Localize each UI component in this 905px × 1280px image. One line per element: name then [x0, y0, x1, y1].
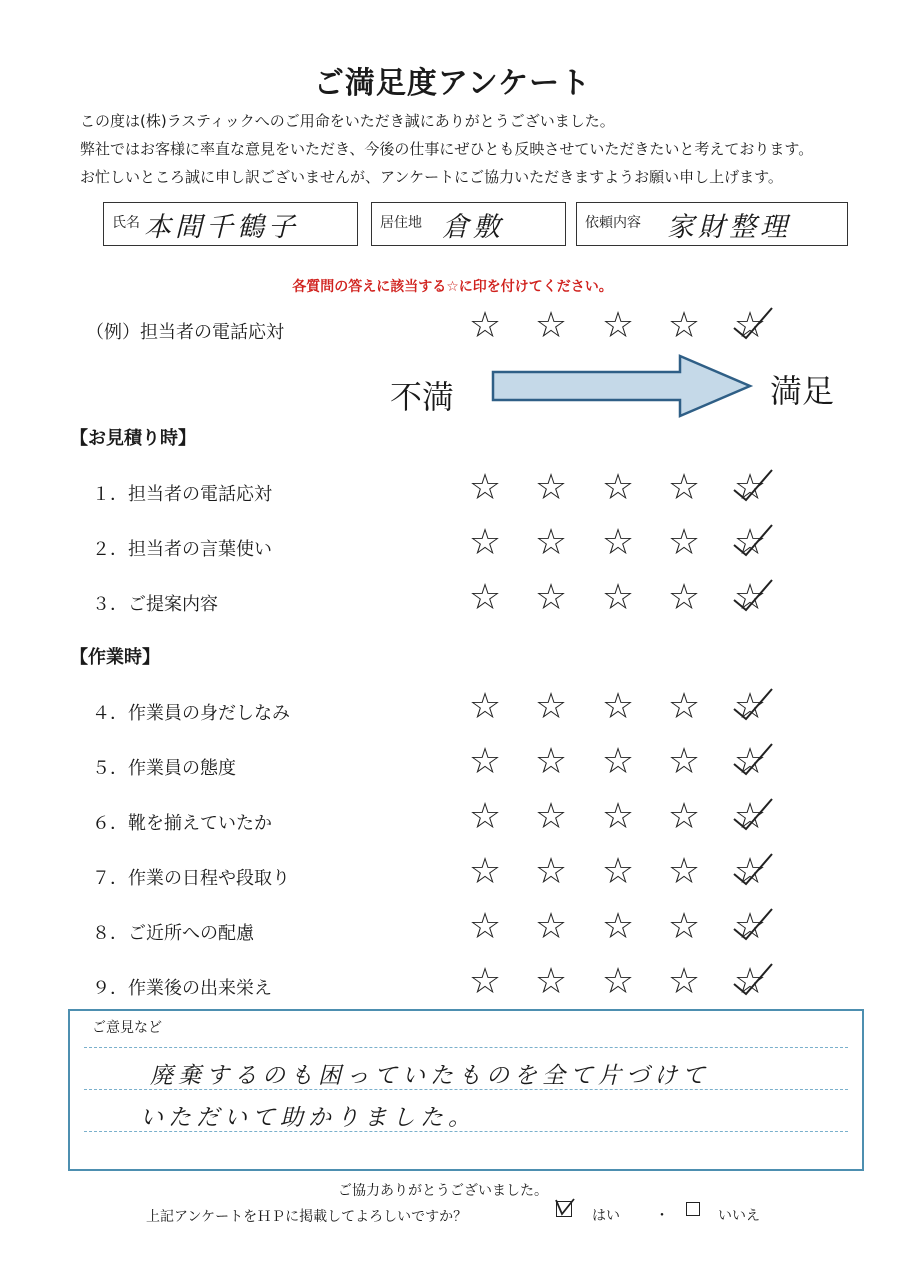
rating-star-2[interactable]: ☆ — [534, 686, 568, 727]
rating-star-1[interactable]: ☆ — [468, 906, 502, 947]
rating-star-5[interactable]: ☆ — [730, 468, 770, 508]
rating-star-1[interactable]: ☆ — [468, 305, 502, 346]
address-field[interactable] — [371, 202, 566, 246]
name-field[interactable] — [103, 202, 358, 246]
rating-star-4[interactable]: ☆ — [667, 522, 701, 563]
rating-star-1[interactable]: ☆ — [468, 796, 502, 837]
rating-star-5[interactable]: ☆ — [730, 742, 770, 782]
option-separator: ・ — [655, 1208, 669, 1224]
rating-star-2[interactable]: ☆ — [534, 522, 568, 563]
yes-checkbox[interactable] — [556, 1201, 572, 1217]
question-label: ４．作業員の身だしなみ — [92, 703, 290, 724]
rating-star-2[interactable]: ☆ — [534, 741, 568, 782]
rating-star-1[interactable]: ☆ — [468, 577, 502, 618]
section-title: 【作業時】 — [70, 647, 160, 668]
rating-star-1[interactable]: ☆ — [468, 686, 502, 727]
rating-star-2[interactable]: ☆ — [534, 906, 568, 947]
intro-line-3: お忙しいところ誠に申し訳ございませんが、アンケートにご協力いただきますようお願い申し上げます。 — [80, 168, 783, 186]
question-label: ３．ご提案内容 — [92, 594, 218, 615]
question-label: ８．ご近所への配慮 — [92, 923, 254, 944]
high-satisfaction-label: 満足 — [770, 372, 835, 410]
rating-star-3[interactable]: ☆ — [601, 961, 635, 1002]
rating-star-3[interactable]: ☆ — [601, 796, 635, 837]
request-field[interactable] — [576, 202, 848, 246]
address-value: 倉敷 — [442, 212, 504, 243]
rating-star-3[interactable]: ☆ — [601, 522, 635, 563]
question-label: ９．作業後の出来栄え — [92, 978, 272, 999]
rating-star-5[interactable]: ☆ — [730, 306, 770, 346]
rating-star-5[interactable]: ☆ — [730, 797, 770, 837]
rating-star-1[interactable]: ☆ — [468, 961, 502, 1002]
publish-question: 上記アンケートをＨＰに掲載してよろしいですか？ — [146, 1209, 468, 1225]
comment-line-2: いただいて助かりました。 — [140, 1105, 476, 1131]
rating-star-1[interactable]: ☆ — [468, 467, 502, 508]
intro-line-2: 弊社ではお客様に率直な意見をいただき、今後の仕事にぜひとも反映させていただきたいと考えております。 — [80, 140, 814, 158]
low-satisfaction-label: 不満 — [390, 378, 455, 416]
rating-star-2[interactable]: ☆ — [534, 961, 568, 1002]
rating-star-5[interactable]: ☆ — [730, 523, 770, 563]
rating-star-4[interactable]: ☆ — [667, 961, 701, 1002]
rating-star-2[interactable]: ☆ — [534, 305, 568, 346]
check-mark-icon — [728, 738, 774, 778]
instruction-text: 各質問の答えに該当する☆に印を付けてください。 — [292, 279, 613, 295]
page-title: ご満足度アンケート — [313, 66, 592, 101]
rating-star-4[interactable]: ☆ — [667, 467, 701, 508]
comment-label: ご意見など — [92, 1020, 162, 1036]
rating-star-5[interactable]: ☆ — [730, 962, 770, 1002]
no-label: いいえ — [718, 1208, 760, 1224]
rating-star-4[interactable]: ☆ — [667, 741, 701, 782]
rating-star-4[interactable]: ☆ — [667, 796, 701, 837]
name-label: 氏名 — [112, 215, 140, 231]
check-mark-icon — [728, 683, 774, 723]
rating-star-5[interactable]: ☆ — [730, 852, 770, 892]
rating-star-3[interactable]: ☆ — [601, 851, 635, 892]
comment-line-1: 廃棄するのも困っていたものを全て片づけて — [150, 1063, 710, 1089]
name-value: 本間千鶴子 — [144, 212, 299, 243]
check-mark-icon — [728, 464, 774, 504]
rating-star-4[interactable]: ☆ — [667, 851, 701, 892]
intro-line-1: この度は(株)ラスティックへのご用命をいただき誠にありがとうございました。 — [80, 112, 615, 130]
request-value: 家財整理 — [667, 212, 791, 243]
rating-star-2[interactable]: ☆ — [534, 577, 568, 618]
rating-star-1[interactable]: ☆ — [468, 851, 502, 892]
rating-star-3[interactable]: ☆ — [601, 305, 635, 346]
rating-star-4[interactable]: ☆ — [667, 906, 701, 947]
check-mark-icon — [728, 574, 774, 614]
question-label: ５．作業員の態度 — [92, 758, 236, 779]
address-label: 居住地 — [380, 215, 422, 231]
rating-star-2[interactable]: ☆ — [534, 796, 568, 837]
checkmark-icon — [552, 1196, 576, 1218]
rating-star-4[interactable]: ☆ — [667, 686, 701, 727]
rating-star-5[interactable]: ☆ — [730, 687, 770, 727]
rating-star-3[interactable]: ☆ — [601, 577, 635, 618]
rating-star-1[interactable]: ☆ — [468, 741, 502, 782]
rating-star-1[interactable]: ☆ — [468, 522, 502, 563]
rating-star-2[interactable]: ☆ — [534, 851, 568, 892]
rating-star-3[interactable]: ☆ — [601, 467, 635, 508]
rating-star-3[interactable]: ☆ — [601, 686, 635, 727]
check-mark-icon — [728, 793, 774, 833]
question-label: ６．靴を揃えていたか — [92, 813, 272, 834]
rating-star-5[interactable]: ☆ — [730, 578, 770, 618]
question-label: ２．担当者の言葉使い — [92, 539, 272, 560]
rating-star-2[interactable]: ☆ — [534, 467, 568, 508]
check-mark-icon — [728, 848, 774, 888]
rating-star-5[interactable]: ☆ — [730, 907, 770, 947]
comment-box[interactable] — [68, 1009, 864, 1171]
rating-star-4[interactable]: ☆ — [667, 577, 701, 618]
rating-star-3[interactable]: ☆ — [601, 906, 635, 947]
no-checkbox[interactable] — [686, 1202, 700, 1216]
request-label: 依頼内容 — [585, 215, 641, 231]
yes-label: はい — [592, 1208, 620, 1224]
satisfaction-arrow — [490, 353, 755, 419]
example-label: （例）担当者の電話応対 — [86, 322, 284, 343]
section-title: 【お見積り時】 — [70, 428, 196, 449]
comment-rule — [84, 1047, 848, 1048]
question-label: １．担当者の電話応対 — [92, 484, 272, 505]
question-label: ７．作業の日程や段取り — [92, 868, 290, 889]
thanks-text: ご協力ありがとうございました。 — [338, 1183, 548, 1199]
rating-star-3[interactable]: ☆ — [601, 741, 635, 782]
check-mark-icon — [728, 903, 774, 943]
rating-star-4[interactable]: ☆ — [667, 305, 701, 346]
check-mark-icon — [728, 519, 774, 559]
check-mark-icon — [728, 958, 774, 998]
check-mark-icon — [728, 302, 774, 342]
